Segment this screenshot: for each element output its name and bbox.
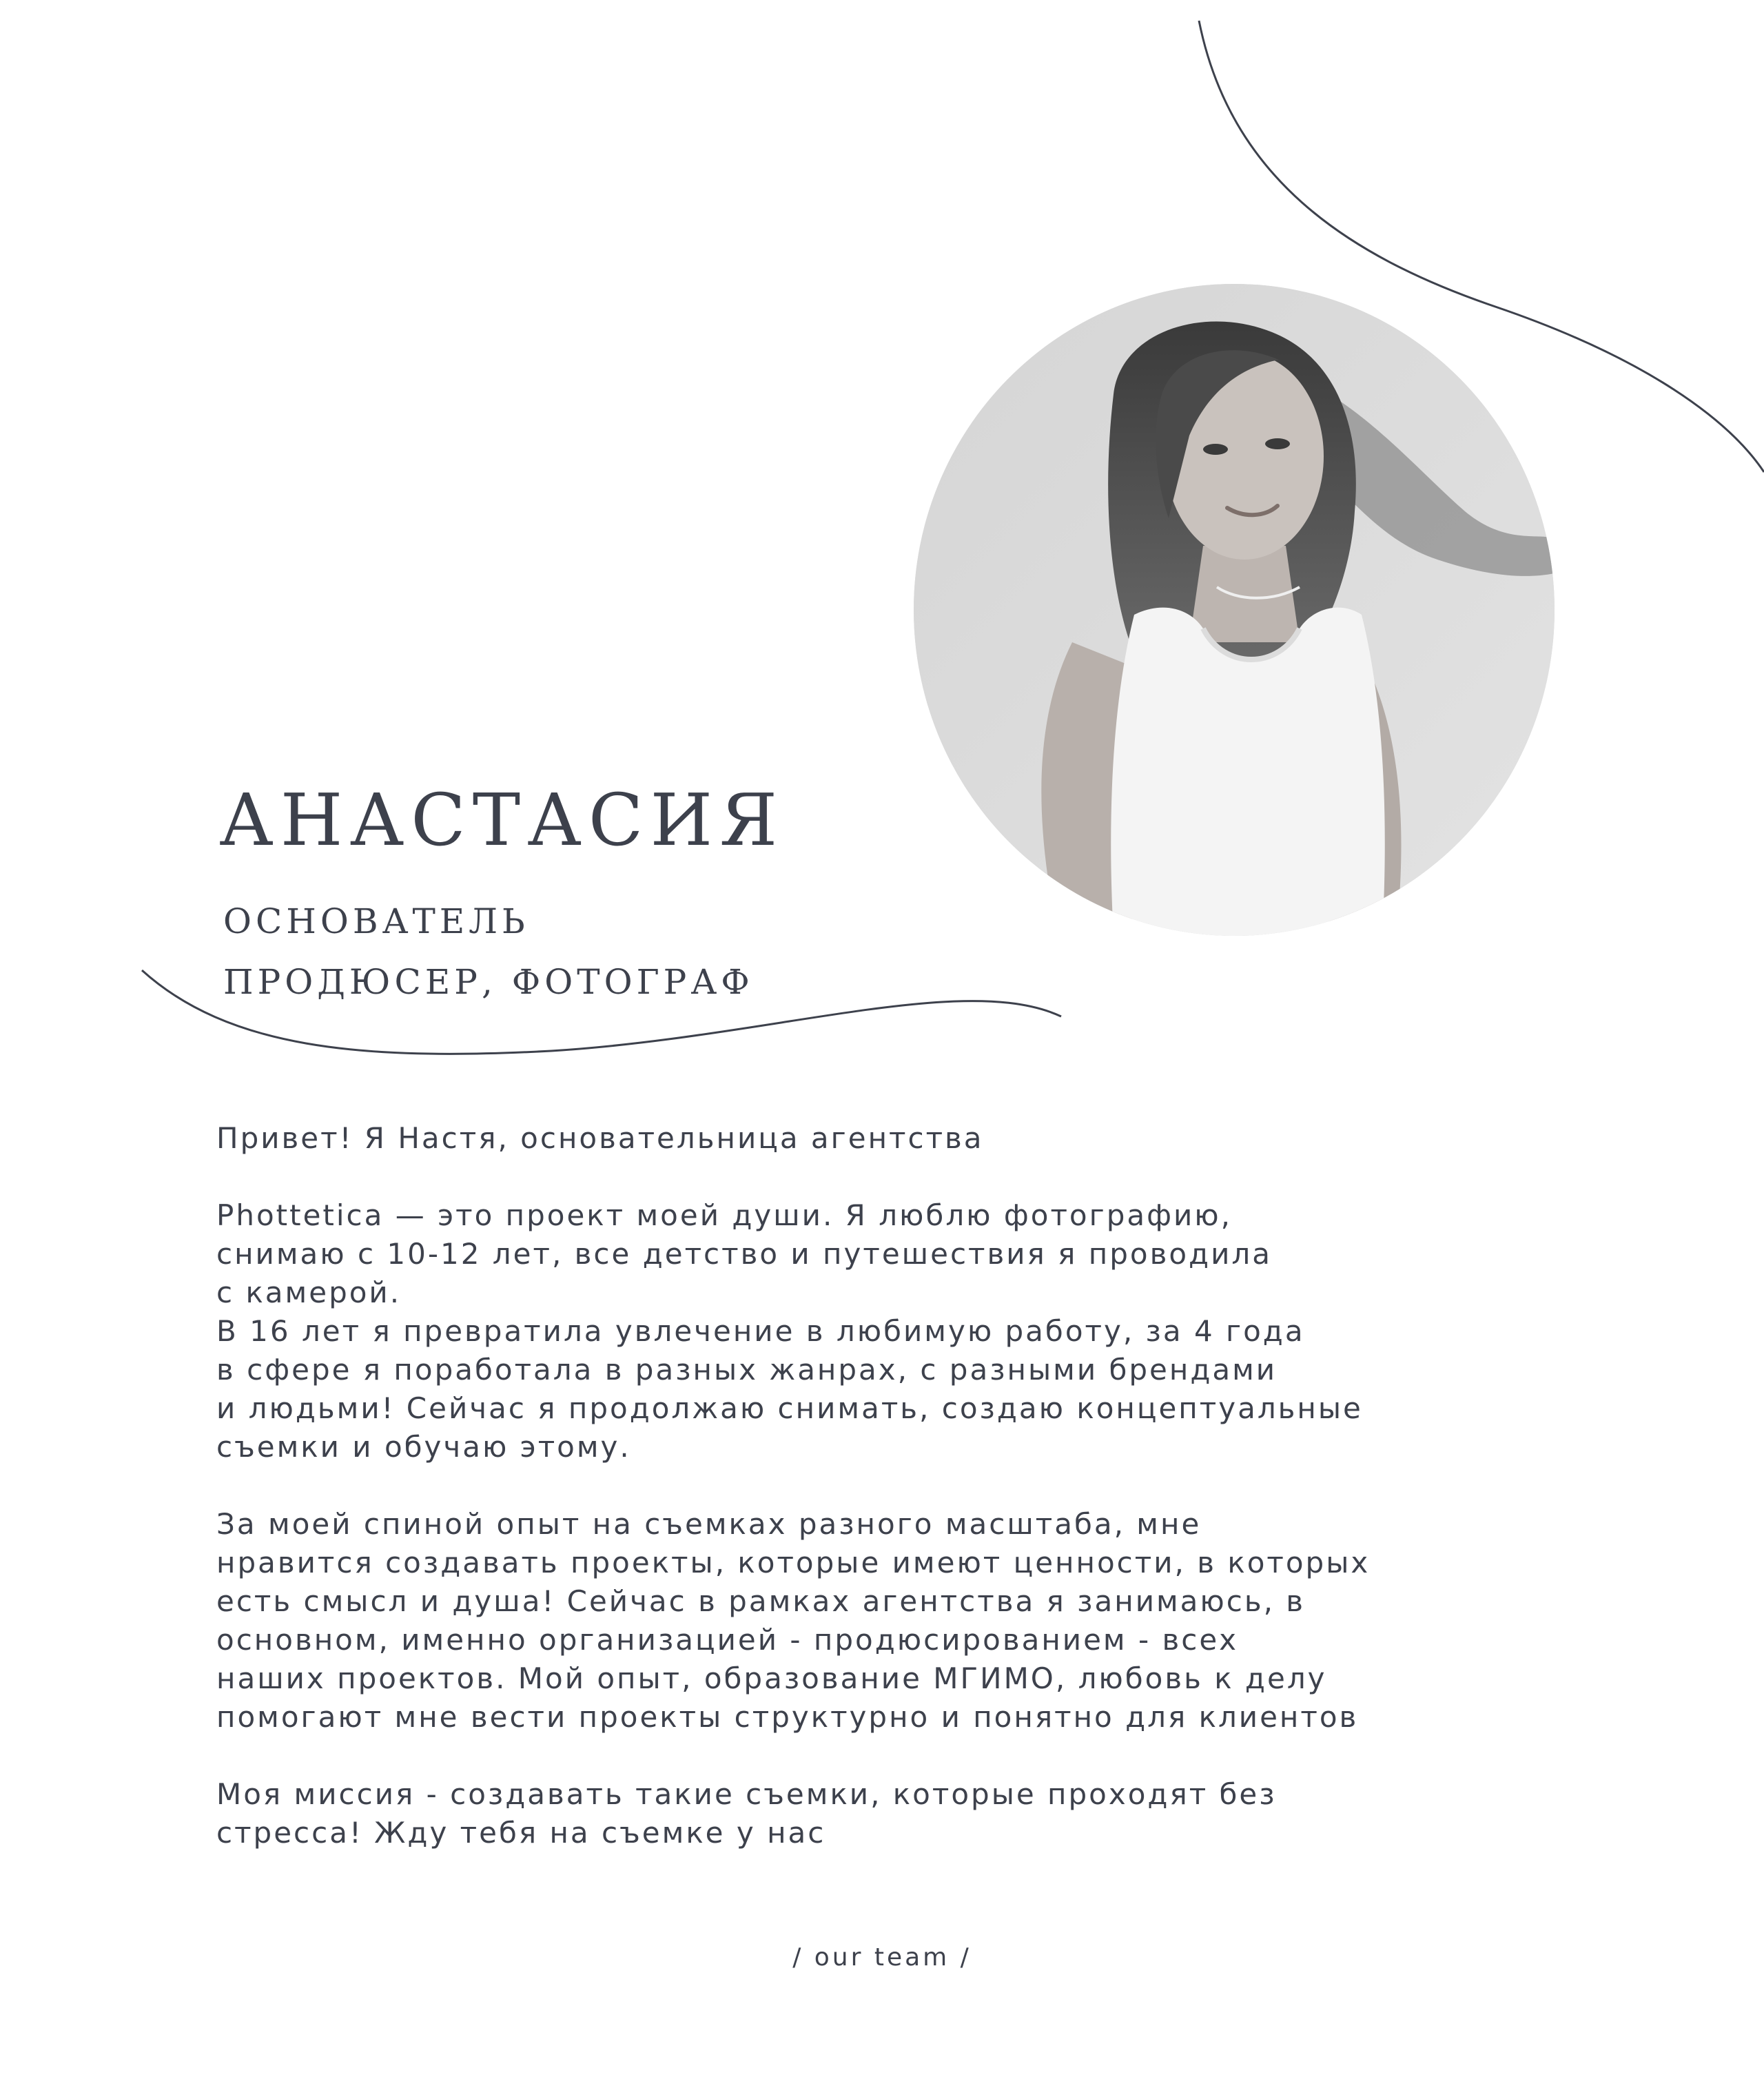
portrait-photo bbox=[914, 284, 1555, 936]
bio-paragraph: За моей спиной опыт на съемках разного масштаба, мне нравится создавать проекты, которые имеют ценности, в которых есть смысл и душа! Сейчас в рамках агентства я занимаюсь, в основном, именно организацией - продюсированием - всех наших проектов. Мой опыт, образование МГИМО, любовь к делу помогают мне вести проекты структурно и понятно для клиентов bbox=[216, 1507, 1371, 1734]
person-name: АНАСТАСИЯ bbox=[219, 778, 785, 862]
bio-paragraph: Привет! Я Настя, основательница агентства bbox=[216, 1121, 984, 1155]
bio-paragraph: Моя миссия - создавать такие съемки, которые проходят без стресса! Жду тебя на съемке у нас bbox=[216, 1777, 1277, 1850]
bio-paragraph: Phottetica — это проект моей души. Я люблю фотографию, снимаю с 10-12 лет, все детство и путешествия я проводила с камерой. В 16 лет я превратила увлечение в любимую работу, за 4 года в сфере я поработала в разных жанрах, с разными брендами и людьми! Сейчас я продолжаю снимать, создаю концептуальные съемки и обучаю этому. bbox=[216, 1198, 1363, 1464]
portrait-illustration bbox=[914, 284, 1555, 936]
bio-text bbox=[216, 1119, 1519, 1852]
section-label: / our team / bbox=[792, 1943, 972, 1972]
role-title-founder: ОСНОВАТЕЛЬ bbox=[223, 901, 529, 941]
role-title-producer-photographer: ПРОДЮСЕР, ФОТОГРАФ bbox=[223, 962, 754, 1002]
